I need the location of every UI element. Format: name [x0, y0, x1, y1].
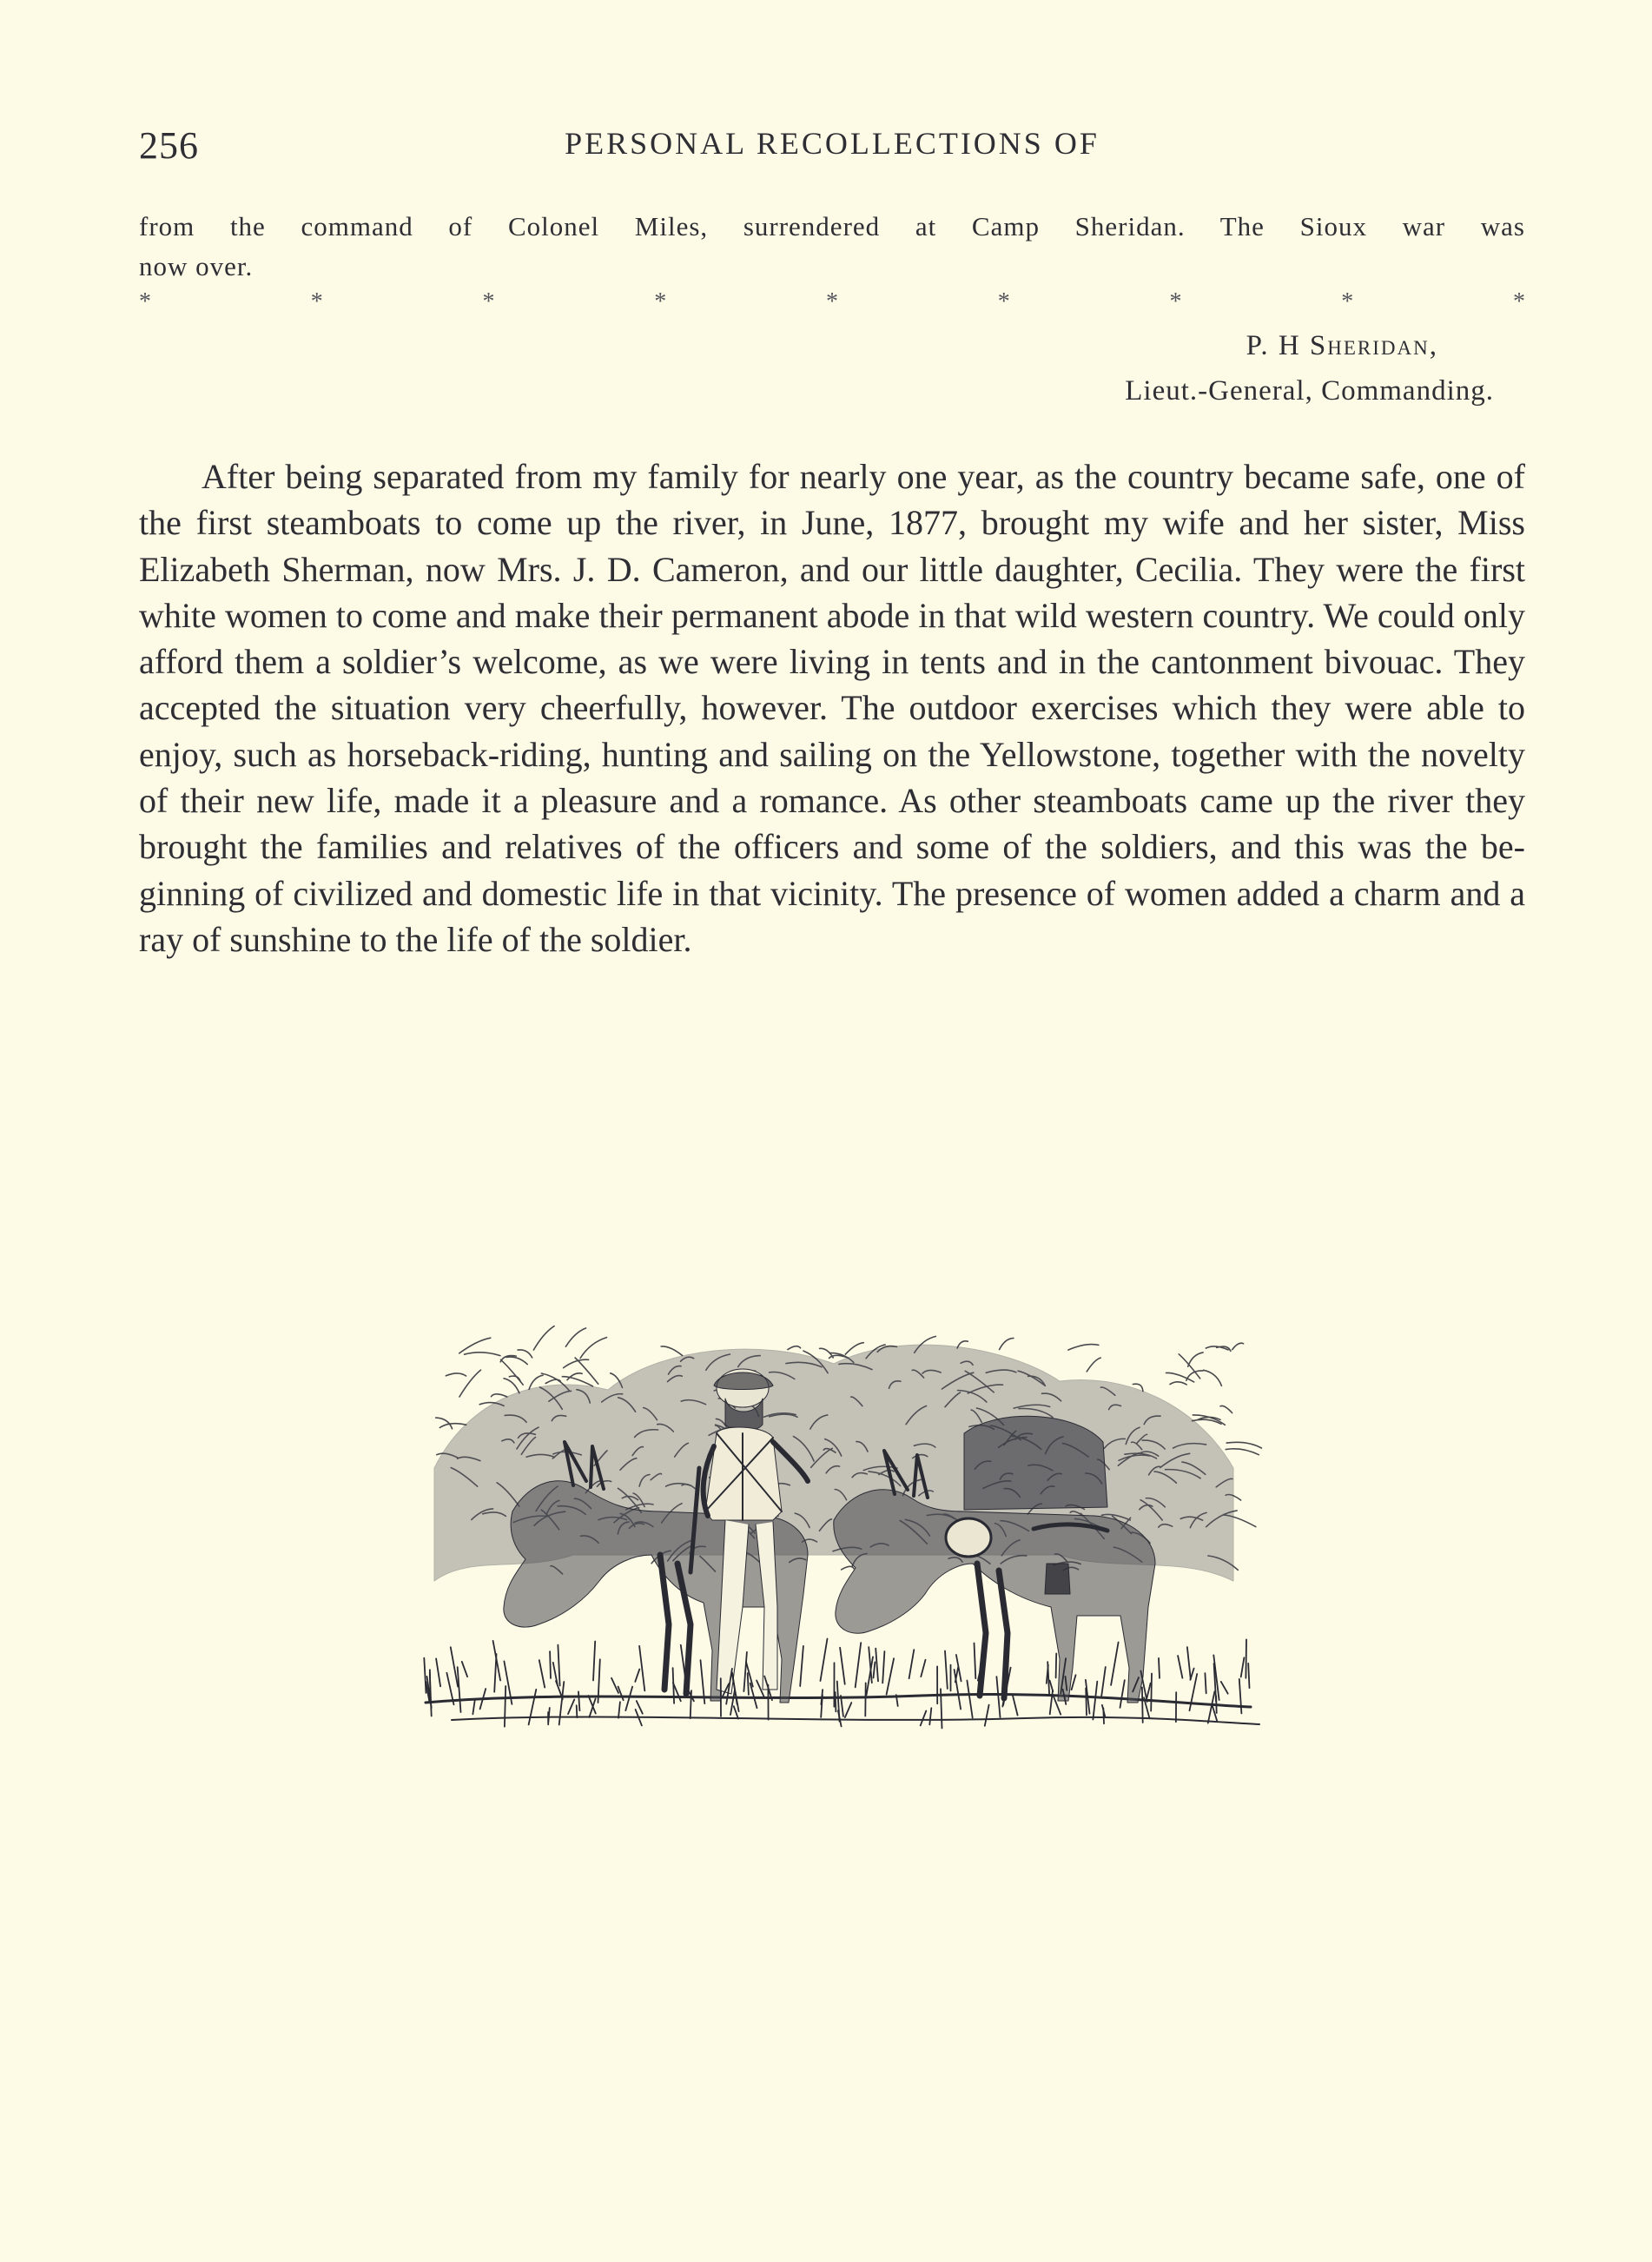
grass-stroke [1248, 1663, 1249, 1688]
foliage-stroke [465, 1353, 500, 1356]
foliage-stroke [842, 1566, 854, 1570]
signature-rank: Lieut.-General, Commanding. [1125, 375, 1494, 407]
foliage-stroke [1000, 1338, 1014, 1349]
foliage-stroke [439, 1424, 466, 1428]
grass-stroke [568, 1699, 574, 1714]
grass-stroke [1187, 1647, 1191, 1679]
grass-stroke [874, 1662, 876, 1677]
foliage-stroke [580, 1338, 606, 1359]
asterisk: * [654, 288, 667, 315]
engraving-image [400, 1294, 1268, 1789]
grass-stroke [800, 1646, 803, 1686]
asterisk: * [482, 288, 495, 315]
foliage-stroke [504, 1379, 519, 1393]
grass-stroke [1151, 1674, 1152, 1711]
foliage-stroke [518, 1350, 532, 1358]
section-break-asterisks [139, 288, 1525, 314]
grass-stroke [1178, 1656, 1182, 1678]
asterisk: * [1513, 288, 1525, 315]
grass-stroke [559, 1682, 565, 1725]
grass-stroke [494, 1654, 496, 1692]
letter-line: from the command of Colonel Miles, surrendered at Camp Sheridan. The Sioux war was [139, 211, 1525, 241]
grass-stroke [1142, 1687, 1143, 1723]
grass-stroke [921, 1660, 925, 1677]
running-title: PERSONAL RECOLLECTIONS OF [565, 126, 1100, 161]
grass-stroke [472, 1700, 474, 1715]
grass-stroke [1241, 1657, 1245, 1677]
signature-name: P. H Sheridan, [1246, 330, 1438, 361]
grass-stroke [1101, 1667, 1106, 1697]
foliage-stroke [564, 1359, 589, 1367]
grass-stroke [462, 1662, 467, 1677]
grass-stroke [625, 1687, 632, 1710]
mule-pack [964, 1416, 1107, 1510]
foliage-stroke [1170, 1382, 1186, 1385]
grass-stroke [975, 1644, 976, 1679]
page-number: 256 [139, 124, 199, 167]
foliage-stroke [436, 1418, 453, 1429]
grass-strokes [424, 1639, 1249, 1729]
grass-stroke [539, 1660, 545, 1688]
foliage-stroke [533, 1326, 554, 1350]
grass-stroke [985, 1705, 989, 1726]
grass-stroke [1050, 1690, 1053, 1714]
grass-stroke [681, 1645, 686, 1680]
body-paragraph: After being separated from my family for nearly one year, as the country became safe, one of the first steamboats to come up the river, in June, 1877, brought my wife and her sister, Miss Elizabeth Sherman, now Mrs. J. D. Cameron, and our little daughter, Cecilia. They were the first white women to come and make their permanent abode in that wild western country. We could only afford them a soldier’s welcome, as we were living in tents and in the cantonment bivouac. They accepted the situation very cheerfully, however. The outdoor exercises which they were able to enjoy, such as horseback-riding, hunting and sailing on the Yellowstone, together with the novelty of their new life, made it a pleasure and a romance. As other steamboats came up the river they brought the families and relatives of the officers and some of the soldiers, and this was the beginning of civilized and domestic life in that vicinity. The presence of women added a charm and a ray of sunshine to the life of the soldier. [139, 457, 1525, 959]
grass-stroke [945, 1651, 948, 1690]
foliage-stroke [1068, 1345, 1099, 1351]
grass-stroke [1050, 1681, 1054, 1692]
grass-stroke [639, 1646, 644, 1690]
grass-stroke [637, 1701, 643, 1714]
grass-stroke [840, 1648, 845, 1684]
grass-stroke [635, 1670, 639, 1682]
foliage-stroke [506, 1357, 527, 1365]
asterisk: * [1169, 288, 1182, 315]
letter-line: now over. [139, 251, 254, 281]
canteen [946, 1518, 991, 1557]
foliage-stroke [1226, 1442, 1261, 1448]
foliage-stroke [661, 1346, 683, 1356]
foliage-stroke [492, 1394, 507, 1397]
grass-stroke [996, 1677, 1000, 1717]
grass-stroke [882, 1651, 884, 1683]
foliage-stroke [1232, 1343, 1244, 1349]
grass-stroke [1013, 1696, 1018, 1716]
grass-stroke [967, 1681, 972, 1718]
grass-stroke [887, 1658, 895, 1694]
cooking-pot [1045, 1564, 1070, 1594]
grass-stroke [1159, 1658, 1160, 1678]
grass-stroke [821, 1639, 828, 1682]
foliage-stroke [501, 1359, 524, 1385]
engraving-soldier-with-pack-mules [400, 1294, 1268, 1789]
grass-stroke [578, 1691, 579, 1710]
grass-stroke [876, 1649, 878, 1682]
asterisk: * [139, 288, 151, 315]
grass-stroke [1205, 1673, 1206, 1693]
foliage-stroke [1226, 1449, 1259, 1455]
foliage-stroke [1204, 1370, 1222, 1386]
asterisk: * [310, 288, 323, 315]
grass-stroke [1239, 1679, 1242, 1714]
grass-stroke [611, 1678, 618, 1693]
grass-stroke [1147, 1683, 1151, 1698]
foliage-stroke [788, 1346, 801, 1350]
grass-stroke [1103, 1708, 1104, 1723]
foliage-stroke [459, 1338, 491, 1353]
grass-stroke [618, 1702, 620, 1717]
grass-stroke [1120, 1680, 1125, 1708]
foliage-stroke [1220, 1405, 1232, 1412]
foliage-stroke [845, 1343, 863, 1354]
foliage-stroke [446, 1373, 466, 1376]
grass-stroke [1056, 1654, 1057, 1678]
grass-stroke [1111, 1643, 1119, 1685]
grass-stroke [845, 1703, 852, 1717]
grass-stroke [909, 1650, 915, 1678]
grass-stroke [748, 1673, 749, 1695]
foliage-stroke [1188, 1353, 1203, 1366]
foliage-stroke [565, 1328, 585, 1346]
asterisk: * [1341, 288, 1354, 315]
grass-stroke [529, 1690, 537, 1725]
grass-stroke [1221, 1682, 1228, 1694]
grass-stroke [1093, 1682, 1097, 1720]
right-mule [834, 1490, 1155, 1703]
grass-stroke [458, 1667, 461, 1712]
grass-stroke [505, 1686, 506, 1727]
foliage-stroke [1087, 1358, 1100, 1372]
grass-stroke [558, 1645, 559, 1686]
grass-stroke [1216, 1696, 1217, 1713]
grass-stroke [577, 1705, 578, 1717]
letter-signature [1125, 323, 1494, 413]
grass-stroke [743, 1652, 747, 1691]
letter-excerpt [139, 207, 1525, 287]
grass-stroke [424, 1658, 426, 1693]
grass-stroke [1072, 1675, 1076, 1690]
grass-stroke [1086, 1689, 1087, 1716]
grass-stroke [921, 1711, 927, 1726]
asterisk: * [997, 288, 1010, 315]
grass-stroke [929, 1708, 931, 1724]
foliage-stroke [545, 1379, 560, 1383]
grass-stroke [436, 1658, 440, 1686]
asterisk: * [826, 288, 838, 315]
running-head [139, 123, 1525, 167]
grass-stroke [856, 1643, 862, 1687]
grass-stroke [550, 1651, 551, 1678]
grass-stroke [593, 1642, 595, 1681]
